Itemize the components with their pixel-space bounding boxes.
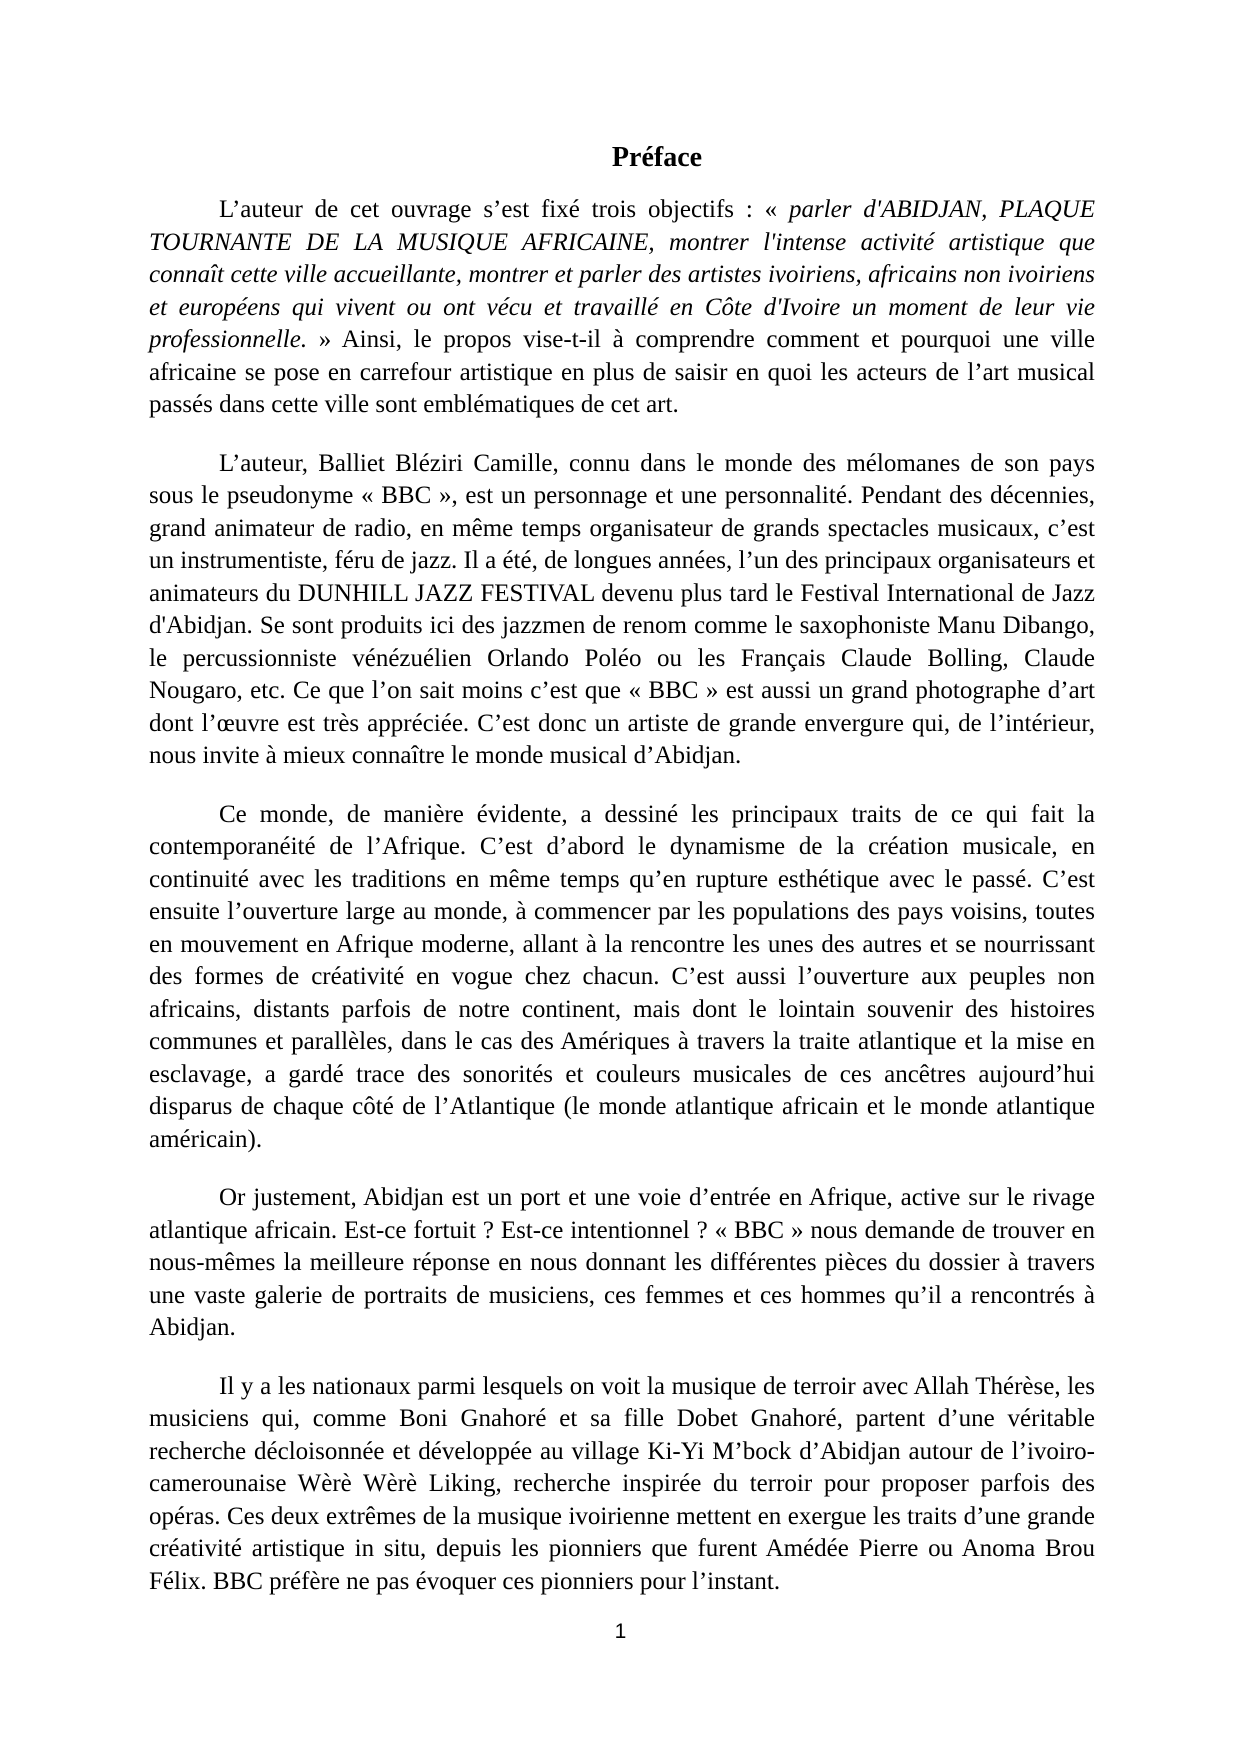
paragraph bbox=[149, 1371, 1095, 1599]
body-text-run: Il y a les nationaux parmi lesquels on voit la musique de terroir avec Allah Thérèse, les musiciens qui, comme Boni Gnahoré et sa fille Dobet Gnahoré, partent d’une véritable recherche décloisonnée et développée au village Ki-Yi M’bock d’Abidjan autour de l’ivoiro-camerounaise Wèrè Wèrè Liking, recherche inspirée du terroir pour proposer parfois des opéras. Ces deux extrêmes de la musique ivoirienne mettent en exergue les traits d’une grande créativité artistique in situ, depuis les pionniers que furent Amédée Pierre ou Anoma Brou Félix. BBC préfère ne pas évoquer ces pionniers pour l’instant. bbox=[149, 1372, 1095, 1595]
body-text-run: Ce monde, de manière évidente, a dessiné les principaux traits de ce qui fait la contemporanéité de l’Afrique. C’est d’abord le dynamisme de la création musicale, en continuité avec les traditions en même temps qu’en rupture esthétique avec le passé. C’est ensuite l’ouverture large au monde, à commencer par les populations des pays voisins, toutes en mouvement en Afrique moderne, allant à la rencontre les unes des autres et se nourrissant des formes de créativité en vogue chez chacun. C’est aussi l’ouverture aux peuples non africains, distants parfois de notre continent, mais dont le lointain souvenir des histoires communes et parallèles, dans le cas des Amériques à travers la traite atlantique et la mise en esclavage, a gardé trace des sonorités et couleurs musicales de ces ancêtres aujourd’hui disparus de chaque côté de l’Atlantique (le monde atlantique africain et le monde atlantique américain). bbox=[149, 800, 1095, 1153]
quoted-italic-text: parler d'ABIDJAN, PLAQUE TOURNANTE DE LA MUSIQUE AFRICAINE, montrer l'intense activité artistique que connaît cette ville accueillante, montrer et parler des artistes ivoiriens, africains non ivoiriens et européens qui vivent ou ont vécu et travaillé en Côte d'Ivoire un moment de leur vie professionnelle. bbox=[149, 196, 1095, 353]
page-number: 1 bbox=[614, 1620, 627, 1643]
preface-paragraphs bbox=[149, 194, 1095, 1598]
paragraph bbox=[149, 799, 1095, 1157]
body-text-run: L’auteur de cet ouvrage s’est fixé trois objectifs : « bbox=[219, 196, 789, 223]
page-title: Préface bbox=[611, 142, 703, 173]
paragraph bbox=[149, 1182, 1095, 1345]
paragraph bbox=[149, 448, 1095, 773]
body-text-run: Or justement, Abidjan est un port et une voie d’entrée en Afrique, active sur le rivage atlantique africain. Est-ce fortuit ? Est-ce intentionnel ? « BBC » nous demande de trouver en nous-mêmes la meilleure réponse en nous donnant les différentes pièces du dossier à travers une vaste galerie de portraits de musiciens, ces femmes et ces hommes qu’il a rencontrés à Abidjan. bbox=[149, 1184, 1095, 1341]
body-text-run: » Ainsi, le propos vise-t-il à comprendre comment et pourquoi une ville africaine se pose en carrefour artistique en plus de saisir en quoi les acteurs de l’art musical passés dans cette ville sont emblématiques de cet art. bbox=[149, 326, 1095, 418]
body-text-run: L’auteur, Balliet Bléziri Camille, connu dans le monde des mélomanes de son pays sous le pseudonyme « BBC », est un personnage et une personnalité. Pendant des décennies, grand animateur de radio, en même temps organisateur de grands spectacles musicaux, c’est un instrumentiste, féru de jazz. Il a été, de longues années, l’un des principaux organisateurs et animateurs du DUNHILL JAZZ FESTIVAL devenu plus tard le Festival International de Jazz d'Abidjan. Se sont produits ici des jazzmen de renom comme le saxophoniste Manu Dibango, le percussionniste vénézuélien Orlando Poléo ou les Français Claude Bolling, Claude Nougaro, etc. Ce que l’on sait moins c’est que « BBC » est aussi un grand photographe d’art dont l’œuvre est très appréciée. C’est donc un artiste de grande envergure qui, de l’intérieur, nous invite à mieux connaître le monde musical d’Abidjan. bbox=[149, 449, 1095, 769]
paragraph bbox=[149, 194, 1095, 422]
